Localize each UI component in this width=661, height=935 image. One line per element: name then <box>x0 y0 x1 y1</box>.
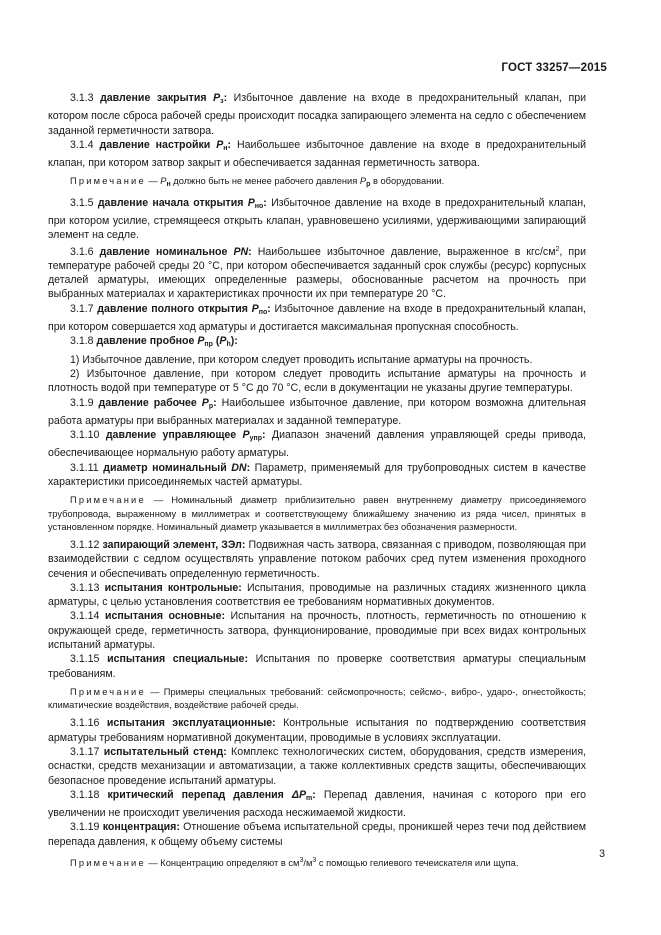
page-number: 3 <box>599 848 605 860</box>
term-3-1-19: 3.1.19 концентрация: Отношение объема испытательной среды, проникшей через течи под действием перепада давления, к общему объему системы <box>48 821 586 848</box>
note-1: Примечание — $P_н$ должно быть не менее рабочего давления $P_р$ в оборудовании. <box>70 176 445 189</box>
term-3-1-5: 3.1.5 давление начала открытия $P_{но}$: Избыточное давление на входе в предохранительный клапан, при котором усилие, стремящееся открыть клапан, уравновешено усилиями, удерживающими запирающий элемент на седле. <box>48 196 586 242</box>
term-3-1-10: 3.1.10 давление управляющее $P_{упр}$: Диапазон значений давления управляющей среды привода, обеспечивающее нормальную работу арматуры. <box>48 429 586 460</box>
term-3-1-12: 3.1.12 запирающий элемент, ЗЭл: Подвижная часть затвора, связанная с приводом, позволяющая при взаимодействии с седлом осуществлять управление потоком рабочих сред путем изменения проходного сечения и обеспечивать определенную герметичность. <box>48 538 586 580</box>
term-3-1-7: 3.1.7 давление полного открытия $P_{по}$: Избыточное давление на входе в предохранительный клапан, при котором совершается ход арматуры и достигается максимальная пропускная способность. <box>48 302 586 334</box>
note-4: Примечание — Концентрацию определяют в $см^3/м^3$ с помощью гелиевого течеискателя или щупа. <box>70 856 519 868</box>
term-3-1-14: 3.1.14 испытания основные: Испытания на прочность, плотность, герметичность по отношению к окружающей среде, герметичность затвора, функционирование, проводимые при всех видах контрольных испытаний арматуры. <box>48 610 586 652</box>
term-3-1-18: 3.1.18 критический перепад давления $\Delta P_m$: Перепад давления, начиная с которого при его увеличении не происходит увеличения расхода несжимаемой жидкости. <box>48 788 586 820</box>
term-3-1-16: 3.1.16 испытания эксплуатационные: Контрольные испытания по подтверждению соответствия арматуры требованиям нормативной документации, проводимые в условиях эксплуатации. <box>48 717 587 744</box>
term-3-1-11: 3.1.11 диаметр номинальный DN: Параметр, применяемый для трубопроводных систем в качестве характеристики присоединяемых частей арматуры. <box>48 461 586 489</box>
term-3-1-3: 3.1.3 давление закрытия $P_з$: Избыточное давление на входе в предохранительный клапан, при котором после сброса рабочей среды происходит посадка запирающего элемента на седло с обеспечением заданной герметичности затвора. <box>48 92 587 137</box>
document-header: ГОСТ 33257—2015 <box>501 62 607 74</box>
term-3-1-9: 3.1.9 давление рабочее $P_р$: Наибольшее избыточное давление, при котором возможна длительная работа арматуры при выбранных материалах и заданной температуре. <box>48 396 587 427</box>
term-3-1-6: 3.1.6 давление номинальное PN: Наибольшее избыточное давление, выраженное в кгс/$см^2$, при температуре рабочей среды 20 °С, при котором обеспечивается заданный срок службы (ресурс) корпусных деталей арматуры, имеющих определенные размеры, обоснованные расчетом на прочность при выбранных материалах и характеристиках прочности их при температуре 20 °С. <box>48 245 586 301</box>
note-2: Примечание — Номинальный диаметр приблизительно равен внутреннему диаметру присоединяемого трубопровода, выраженному в миллиметрах и соответствующему ближайшему значению из ряда чисел, принятых в установленном порядке. Номинальный диаметр указывается в миллиметрах без обозначения размерности. <box>48 495 586 532</box>
term-3-1-8-item-2: 2) Избыточное давление, при котором следует проводить испытание арматуры на прочность и плотность водой при температуре от 5 °С до 70 °С, если в документации не указаны другие температуры. <box>48 367 586 395</box>
term-3-1-4: 3.1.4 давление настройки $P_н$: Наибольшее избыточное давление на входе в предохранительный клапан, при котором затвор закрыт и обеспечивается заданная герметичность затвора. <box>48 138 586 170</box>
term-3-1-13: 3.1.13 испытания контрольные: Испытания, проводимые на различных стадиях жизненного цикла арматуры, с целью установления соответствия ее требованиям нормативных документов. <box>48 581 586 609</box>
note-3: Примечание — Примеры специальных требований: сейсмопрочность; сейсмо-, вибро-, ударо-, огнестойкость; климатические воздействия, воздействие рабочей среды. <box>48 686 586 711</box>
term-3-1-8-item-1: 1) Избыточное давление, при котором следует проводить испытание арматуры на прочность. <box>70 353 533 366</box>
term-3-1-8: 3.1.8 давление пробное $P_{пр}$ $(P_h)$: <box>70 335 238 349</box>
term-3-1-15: 3.1.15 испытания специальные: Испытания по проверке соответствия арматуры специальным требованиям. <box>48 653 586 680</box>
term-3-1-17: 3.1.17 испытательный стенд: Комплекс технологических систем, оборудования, средств измерения, оснастки, средств механизации и автоматизации, а также коллективных средств защиты, обеспечивающих безопасное проведение испытаний арматуры. <box>48 745 587 787</box>
document-body <box>48 91 586 874</box>
